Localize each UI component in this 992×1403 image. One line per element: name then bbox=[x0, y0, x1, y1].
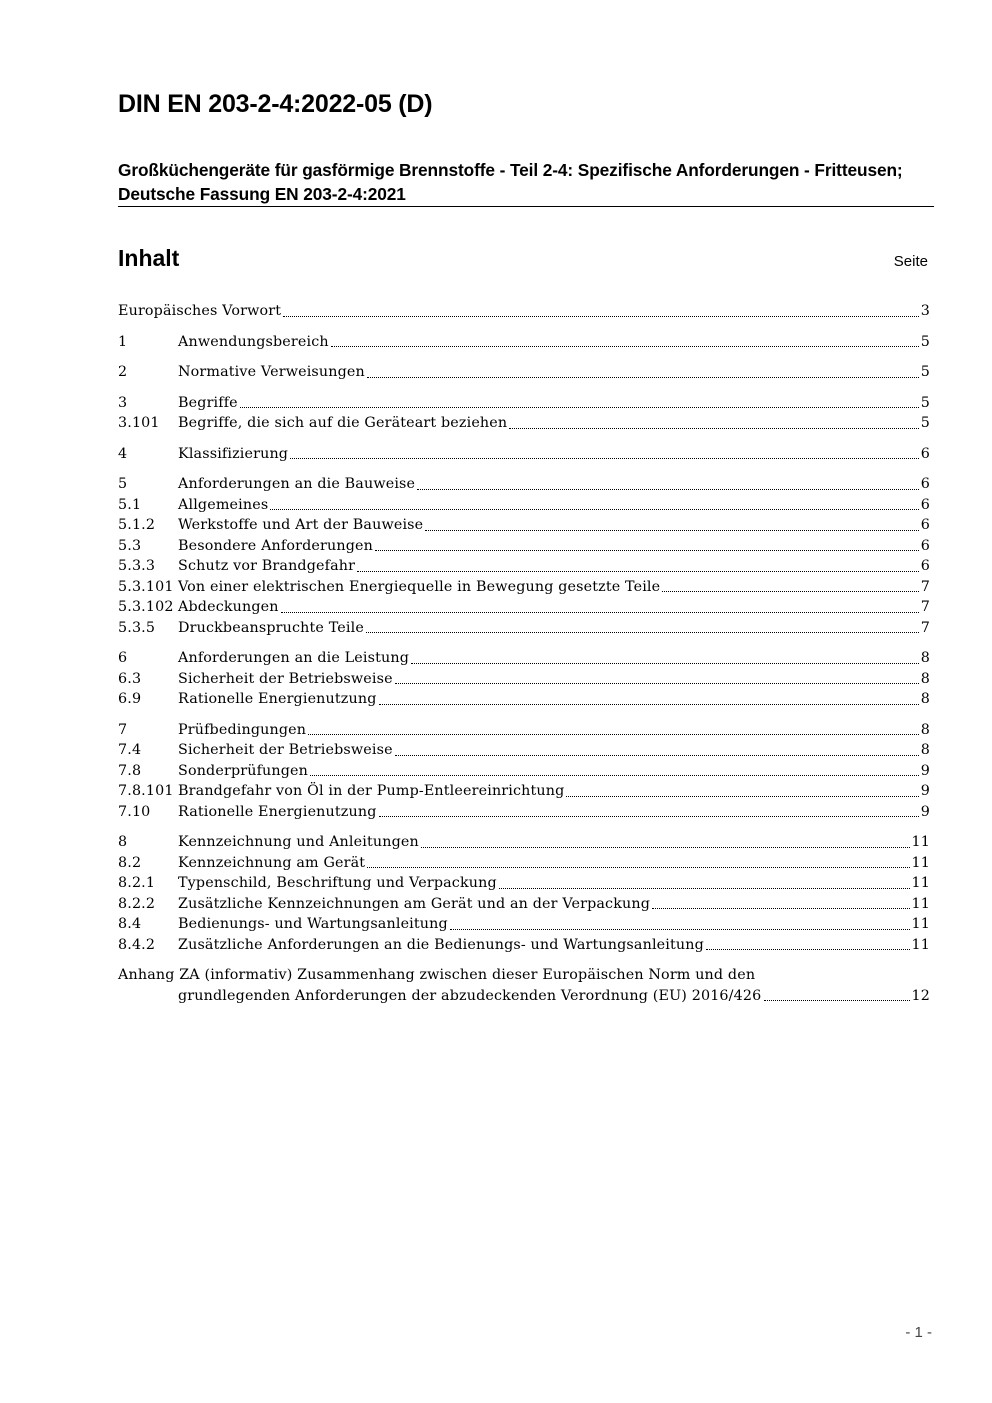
toc-leader-dots bbox=[356, 556, 920, 577]
toc-entry-title: Druckbeanspruchte Teile bbox=[178, 619, 364, 636]
toc-entry-number: 5.3.5 bbox=[118, 619, 156, 636]
toc-entry-number: 7 bbox=[118, 721, 128, 738]
toc-entry-title: Kennzeichnung am Gerät bbox=[178, 854, 366, 871]
toc-leader-dots bbox=[330, 332, 920, 353]
toc-entry[interactable] bbox=[118, 474, 930, 495]
toc-entry[interactable] bbox=[118, 802, 930, 823]
toc-entry-page: 7 bbox=[920, 599, 930, 615]
toc-entry[interactable] bbox=[118, 413, 930, 434]
toc-entry[interactable] bbox=[118, 648, 930, 669]
toc-entry-page: 7 bbox=[920, 619, 930, 636]
toc-entry-title: Zusätzliche Anforderungen an die Bedienungs- und Wartungsanleitung bbox=[178, 936, 704, 953]
toc-entry-title: Begriffe, die sich auf die Geräteart beziehen bbox=[178, 415, 508, 431]
document-subtitle: Großküchengeräte für gasförmige Brennstoffe - Teil 2-4: Spezifische Anforderungen - Fritteusen; Deutsche Fassung EN 203-2-4:2021 bbox=[118, 160, 903, 204]
toc-entry[interactable] bbox=[118, 618, 930, 639]
toc-entry-page: 6 bbox=[920, 537, 930, 554]
toc-page-label: Seite bbox=[893, 253, 928, 270]
toc-entry-page: 5 bbox=[920, 364, 930, 380]
toc-entry[interactable] bbox=[118, 597, 930, 618]
toc-entry[interactable] bbox=[118, 515, 930, 536]
toc-entry[interactable] bbox=[118, 669, 930, 690]
toc-entry-number: 5 bbox=[118, 476, 128, 492]
toc-entry-number: 5.3.102 bbox=[118, 599, 174, 615]
toc-entry-number: 7.8 bbox=[118, 762, 142, 779]
toc-entry-number: 5.3.3 bbox=[118, 558, 156, 574]
toc-entry[interactable] bbox=[118, 853, 930, 874]
toc-entry-page: 9 bbox=[920, 762, 930, 779]
toc-annex-page: 12 bbox=[911, 987, 930, 1004]
toc-entry[interactable] bbox=[118, 832, 930, 853]
toc-entry-title: Zusätzliche Kennzeichnungen am Gerät und an der Verpackung bbox=[178, 895, 651, 912]
toc-leader-dots bbox=[366, 362, 920, 383]
toc-entry[interactable] bbox=[118, 495, 930, 516]
toc-entry-title: Sicherheit der Betriebsweise bbox=[178, 742, 393, 758]
toc-entry-title: Anforderungen an die Leistung bbox=[178, 650, 410, 666]
toc-entry-page: 5 bbox=[920, 415, 930, 431]
toc-leader-dots bbox=[365, 618, 920, 639]
toc-leader-dots bbox=[449, 914, 911, 935]
toc-entry-number: 1 bbox=[118, 333, 128, 350]
toc-entry[interactable] bbox=[118, 894, 930, 915]
toc-entry-title: Von einer elektrischen Energiequelle in Bewegung gesetzte Teile bbox=[178, 578, 661, 595]
toc-entry-page: 11 bbox=[911, 875, 930, 891]
title-divider bbox=[118, 206, 934, 207]
toc-entry-number: 8 bbox=[118, 834, 128, 850]
toc-entry-number: 8.4.2 bbox=[118, 936, 156, 953]
toc-entry-title: Europäisches Vorwort bbox=[118, 303, 282, 319]
toc-leader-dots bbox=[705, 935, 911, 956]
toc-entry-number: 8.2.1 bbox=[118, 875, 156, 891]
toc-leader-dots bbox=[651, 894, 910, 915]
toc-entry[interactable] bbox=[118, 781, 930, 802]
toc-leader-dots bbox=[378, 802, 920, 823]
toc-entry-number: 7.10 bbox=[118, 803, 151, 820]
toc-entry-title: Normative Verweisungen bbox=[178, 364, 365, 380]
toc-leader-dots bbox=[289, 444, 920, 465]
toc-entry-title: Brandgefahr von Öl in der Pump-Entleereinrichtung bbox=[178, 783, 565, 799]
toc-entry-number: 5.1 bbox=[118, 496, 142, 513]
toc-leader-dots bbox=[394, 669, 920, 690]
toc-entry-number: 5.3 bbox=[118, 537, 142, 554]
toc-leader-dots bbox=[239, 393, 920, 414]
toc-leader-dots bbox=[661, 577, 919, 598]
toc-entry-title: Anforderungen an die Bauweise bbox=[178, 476, 416, 492]
toc-entry-title: Werkstoffe und Art der Bauweise bbox=[178, 517, 424, 533]
toc-entry[interactable] bbox=[118, 720, 930, 741]
toc-leader-dots bbox=[565, 781, 919, 802]
toc-annex-line1: Anhang ZA (informativ) Zusammenhang zwischen dieser Europäischen Norm und den bbox=[118, 967, 756, 983]
toc-leader-dots bbox=[416, 474, 920, 495]
toc-entry-title: Abdeckungen bbox=[178, 599, 279, 615]
toc-entry-page: 5 bbox=[920, 394, 930, 411]
toc-annex-line2: grundlegenden Anforderungen der abzudeckenden Verordnung (EU) 2016/426 bbox=[178, 987, 762, 1004]
toc-entry-page: 11 bbox=[911, 936, 930, 953]
toc-leader-dots bbox=[424, 515, 919, 536]
toc-leader-dots bbox=[508, 413, 919, 434]
toc-entry[interactable] bbox=[118, 761, 930, 782]
toc-entry-title: Typenschild, Beschriftung und Verpackung bbox=[178, 875, 497, 891]
page-number: - 1 - bbox=[905, 1324, 932, 1341]
toc-entry-title: Klassifizierung bbox=[178, 445, 289, 462]
toc-entry-number: 8.2 bbox=[118, 854, 142, 871]
toc-entry-number: 3 bbox=[118, 394, 128, 411]
toc-entry-page: 9 bbox=[920, 803, 930, 820]
toc-leader-dots bbox=[374, 536, 920, 557]
toc-leader-dots bbox=[410, 648, 920, 669]
toc-entry[interactable] bbox=[118, 362, 930, 383]
toc-entry-page: 6 bbox=[920, 445, 930, 462]
toc-leader-dots bbox=[280, 597, 920, 618]
toc-entry[interactable] bbox=[118, 689, 930, 710]
toc-entry-page: 6 bbox=[920, 476, 930, 492]
toc-entry-title: Begriffe bbox=[178, 394, 238, 411]
toc-entry-page: 11 bbox=[911, 895, 930, 912]
toc-entry-number: 6 bbox=[118, 650, 128, 666]
toc-entry-page: 8 bbox=[920, 721, 930, 738]
toc-entry-page: 6 bbox=[920, 517, 930, 533]
toc-entry[interactable] bbox=[118, 577, 930, 598]
toc-entry-page: 8 bbox=[920, 742, 930, 758]
toc-entry-page: 11 bbox=[911, 854, 930, 871]
toc-entry-title: Besondere Anforderungen bbox=[178, 537, 373, 554]
toc-entry-page: 3 bbox=[920, 303, 930, 319]
toc-annex-entry[interactable] bbox=[118, 965, 930, 1006]
toc-entry-page: 9 bbox=[920, 783, 930, 799]
toc-entry[interactable] bbox=[118, 914, 930, 935]
toc-entry-page: 6 bbox=[920, 496, 930, 513]
toc-entry[interactable] bbox=[118, 444, 930, 465]
toc-entry-number: 8.4 bbox=[118, 916, 142, 932]
toc-entry-title: Prüfbedingungen bbox=[178, 721, 307, 738]
toc-entry-number: 6.9 bbox=[118, 691, 142, 707]
toc-entry-number: 5.3.101 bbox=[118, 578, 174, 595]
toc-entry-page: 8 bbox=[920, 670, 930, 687]
toc-entry-title: Kennzeichnung und Anleitungen bbox=[178, 834, 419, 850]
toc-leader-dots bbox=[269, 495, 919, 516]
toc-entry[interactable] bbox=[118, 873, 930, 894]
toc-heading: Inhalt bbox=[118, 245, 180, 271]
toc-entry[interactable] bbox=[118, 740, 930, 761]
toc-entry-number: 3.101 bbox=[118, 415, 160, 431]
toc-leader-dots bbox=[282, 301, 920, 322]
toc-entry-page: 5 bbox=[920, 333, 930, 350]
toc-entry-number: 7.4 bbox=[118, 742, 142, 758]
toc-leader-dots bbox=[498, 873, 911, 894]
toc-entry-number: 8.2.2 bbox=[118, 895, 156, 912]
document-title: DIN EN 203-2-4:2022-05 (D) bbox=[118, 90, 433, 118]
toc-entry-title: Rationelle Energienutzung bbox=[178, 803, 377, 820]
toc-entry-title: Schutz vor Brandgefahr bbox=[178, 558, 356, 574]
toc-entry[interactable] bbox=[118, 393, 930, 414]
toc-entry[interactable] bbox=[118, 332, 930, 353]
toc-entry-page: 7 bbox=[920, 578, 930, 595]
toc-entry[interactable] bbox=[118, 536, 930, 557]
toc-entry-number: 7.8.101 bbox=[118, 783, 174, 799]
toc-entry-number: 2 bbox=[118, 364, 128, 380]
toc-leader-dots bbox=[309, 761, 920, 782]
toc-entry-title: Sonderprüfungen bbox=[178, 762, 309, 779]
toc-entry-page: 8 bbox=[920, 691, 930, 707]
toc-entry-title: Anwendungsbereich bbox=[178, 333, 329, 350]
toc-entry-page: 6 bbox=[920, 558, 930, 574]
toc-entry-number: 4 bbox=[118, 445, 128, 462]
toc-entry-title: Bedienungs- und Wartungsanleitung bbox=[178, 916, 448, 932]
toc-leader-dots bbox=[763, 986, 910, 1007]
toc-entry-number: 5.1.2 bbox=[118, 517, 156, 533]
toc-entry-page: 11 bbox=[911, 834, 930, 850]
toc-entry-number: 6.3 bbox=[118, 670, 142, 687]
table-of-contents bbox=[118, 301, 930, 1006]
toc-entry[interactable] bbox=[118, 556, 930, 577]
toc-entry[interactable] bbox=[118, 935, 930, 956]
toc-entry-title: Rationelle Energienutzung bbox=[178, 691, 377, 707]
toc-leader-dots bbox=[420, 832, 911, 853]
toc-entry[interactable] bbox=[118, 301, 930, 322]
toc-leader-dots bbox=[378, 689, 920, 710]
toc-entry-page: 8 bbox=[920, 650, 930, 666]
toc-leader-dots bbox=[394, 740, 920, 761]
toc-entry-page: 11 bbox=[911, 916, 930, 932]
toc-entry-title: Sicherheit der Betriebsweise bbox=[178, 670, 393, 687]
toc-leader-dots bbox=[366, 853, 910, 874]
toc-entry-title: Allgemeines bbox=[178, 496, 269, 513]
toc-leader-dots bbox=[307, 720, 920, 741]
